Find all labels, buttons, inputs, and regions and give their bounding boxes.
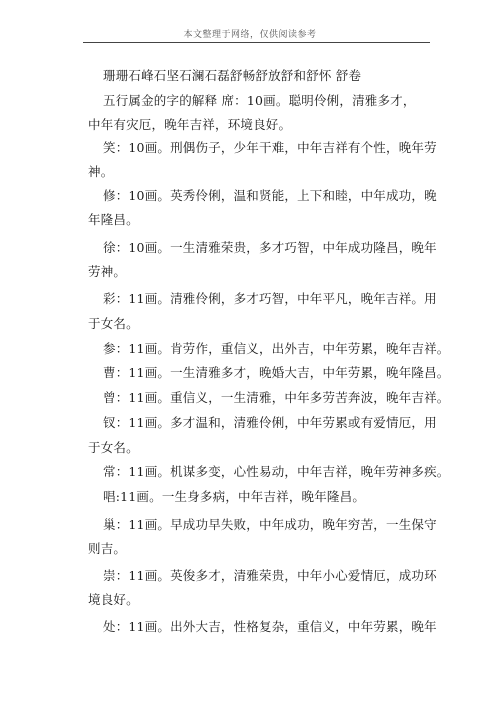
text-line: 处：11画。出外大吉，性格复杂，重信义，中年劳累，晚年 xyxy=(103,619,437,634)
text-line: 笑：10画。刑偶伤子，少年干难，中年吉祥有个性，晚年劳 xyxy=(103,140,437,155)
text-line: 神。 xyxy=(88,164,114,179)
text-line: 珊珊石峰石坚石澜石磊舒畅舒放舒和舒怀 舒卷 xyxy=(103,68,362,83)
text-line: 彩：11画。清雅伶俐，多才巧智，中年平凡，晚年吉祥。用 xyxy=(103,291,437,306)
text-line: 曾：11画。重信义，一生清雅，中年多劳苦奔波，晚年吉祥。 xyxy=(103,390,450,405)
text-line: 五行属金的字的解释 席：10画。聪明伶俐，清雅多才， xyxy=(103,93,416,108)
text-line: 唱:11画。一生身多病，中年吉祥，晚年隆昌。 xyxy=(103,489,366,504)
text-line: 年隆昌。 xyxy=(88,212,139,227)
text-line: 曹：11画。一生清雅多才，晚婚大吉，中年劳累，晚年隆昌。 xyxy=(103,365,450,380)
text-line: 钗：11画。多才温和，清雅伶俐，中年劳累或有爱情厄，用 xyxy=(103,415,437,430)
text-line: 修：10画。英秀伶俐，温和贤能，上下和睦，中年成功，晚 xyxy=(103,188,437,203)
text-line: 于女名。 xyxy=(88,316,139,331)
text-line: 巢：11画。早成功早失败，中年成功，晚年穷苦，一生保守 xyxy=(103,517,437,532)
text-line: 于女名。 xyxy=(88,440,139,455)
text-line: 则吉。 xyxy=(88,541,127,556)
text-line: 劳神。 xyxy=(88,264,127,279)
header-divider xyxy=(83,42,430,43)
text-line: 崇：11画。英俊多才，清雅荣贵，中年小心爱情厄，成功环 xyxy=(103,568,437,583)
text-line: 常：11画。机谋多变，心性易动，中年吉祥，晚年劳神多疾。 xyxy=(103,464,450,479)
text-line: 参：11画。肯劳作，重信义，出外吉，中年劳累，晚年吉祥。 xyxy=(103,341,450,356)
text-line: 徐：10画。一生清雅荣贵，多才巧智，中年成功隆昌，晚年 xyxy=(103,240,437,255)
text-line: 境良好。 xyxy=(88,592,139,607)
header-text: 本文整理于网络，仅供阅读参考 xyxy=(183,30,317,40)
text-line: 中年有灾厄，晚年吉祥，环境良好。 xyxy=(88,117,292,132)
